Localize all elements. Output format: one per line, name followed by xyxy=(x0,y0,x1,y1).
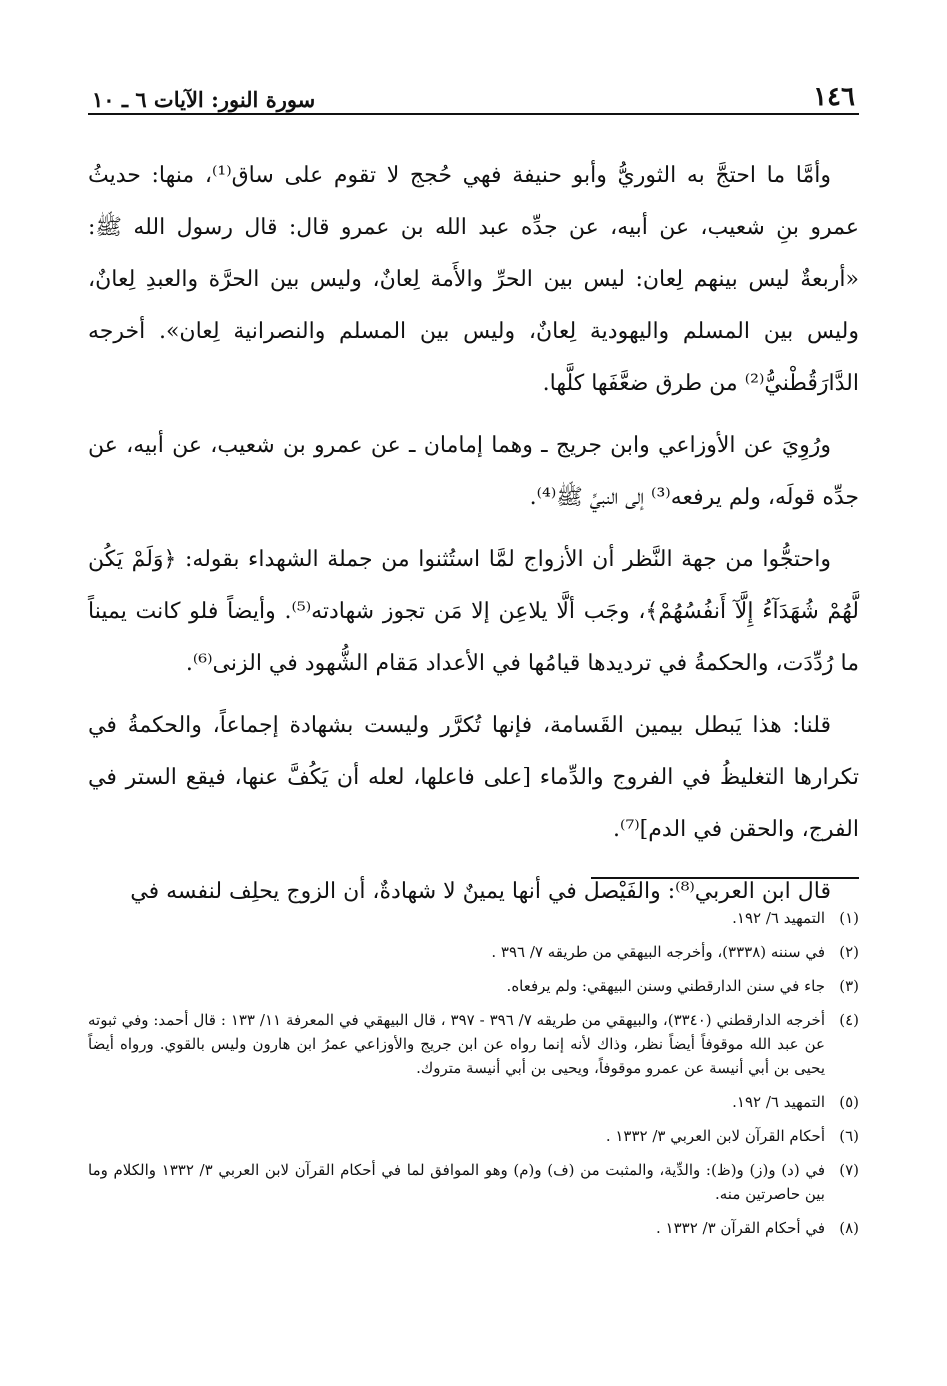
footnote-text: في أحكام القرآن ٣/ ١٣٣٢ . xyxy=(655,1219,825,1237)
footnote-number: (٥) xyxy=(839,1093,859,1111)
footnote-text: التمهيد ٦/ ١٩٢. xyxy=(732,1093,825,1111)
footnote-number: (٣) xyxy=(839,977,859,995)
footnote-text: في سننه (٣٣٣٨)، وأخرجه البيهقي من طريقه ٧/ ٣٩٦ . xyxy=(491,943,825,961)
footnote-text: التمهيد ٦/ ١٩٢. xyxy=(732,909,825,927)
footnote-number: (٢) xyxy=(839,943,859,961)
paragraph: قلنا: هذا يَبطل بيمين القَسامة، فإنها تُكرَّر وليست بشهادة إجماعاً، والحكمةُ في تكرارها التغليظُ في الفروج والدِّماء [على فاعلها، لعله أن يَكُفَّ عنها، فيقع الستر في الفرج، والحقن في الدم]⁽⁷⁾. xyxy=(88,713,859,842)
footnote xyxy=(88,1158,859,1206)
footnote xyxy=(88,1216,859,1240)
page-number: ١٤٦ xyxy=(813,82,855,112)
paragraph: وأمَّا ما احتجَّ به الثوريُّ وأبو حنيفة فهي حُجج لا تقوم على ساق⁽¹⁾، منها: حديثُ عمرو بنِ شعيب، عن أبيه، عن جدِّه عبد الله بن عمرو قال: قال رسول الله ﷺ: «أربعةٌ ليس بينهم لِعان: ليس بين الحرِّ والأَمة لِعانٌ، وليس بين الحرَّة والعبدِ لِعانٌ، وليس بين المسلم واليهودية لِعانٌ، وليس بين المسلم والنصرانية لِعان». أخرجه الدَّارَقُطْنيُّ⁽²⁾ من طرق ضعَّفَها كلَّها. xyxy=(88,163,859,396)
main-text xyxy=(88,150,859,928)
footnote-number: (٧) xyxy=(839,1161,859,1179)
footnote xyxy=(88,1008,859,1080)
footnote xyxy=(88,906,859,930)
running-title: سورة النور: الآيات ٦ ـ ١٠ xyxy=(92,87,316,112)
header-divider xyxy=(88,113,859,115)
footnotes xyxy=(88,906,859,1250)
paragraph: قال ابن العربي⁽⁸⁾: والفَيْصل في أنها يمينٌ لا شهادةٌ، أن الزوج يحلِف لنفسه في xyxy=(130,879,831,904)
footnote-number: (٨) xyxy=(839,1219,859,1237)
footnote xyxy=(88,940,859,964)
paragraph: ورُوِيَ عن الأوزاعي وابن جريج ـ وهما إمامان ـ عن عمرو بن شعيب، عن أبيه، عن جدِّه قولَه، ولم يرفعه⁽³⁾ إلى النبيِّ ﷺ⁽⁴⁾. xyxy=(88,433,859,510)
footnote-divider xyxy=(591,877,859,879)
footnote xyxy=(88,1124,859,1148)
footnote-text: أحكام القرآن لابن العربي ٣/ ١٣٣٢ . xyxy=(605,1127,825,1145)
footnote-number: (١) xyxy=(839,909,859,927)
page-header xyxy=(92,72,855,112)
paragraph: واحتجُّوا من جهة النَّظر أن الأزواج لمَّا استُثنوا من جملة الشهداء بقوله: ﴿وَلَمْ يَكُن لَّهُمْ شُهَدَآءُ إِلَّآ أَنفُسُهُمْ﴾، وجَب ألَّا يلاعِن إلا مَن تجوز شهادته⁽⁵⁾. وأيضاً فلو كانت يميناً ما رُدِّدَت، والحكمةُ في ترديدها قيامُها في الأعداد مَقام الشُّهود في الزنى⁽⁶⁾. xyxy=(88,547,859,676)
footnote xyxy=(88,1090,859,1114)
footnote-text: أخرجه الدارقطني (٣٣٤٠)، والبيهقي من طريقه ٧/ ٣٩٦ - ٣٩٧ ، قال البيهقي في المعرفة ١١/ ١٣٣ : قال أحمد: وفي ثبوته عن عبد الله موقوفاً أيضاً نظر، وذاك لأنه إنما رواه عن ابن جريج والأوزاعي عمرُ ابن هارون وليس بالقوي. ورواه أيضاً يحيى بن أبي أنيسة عن عمرو موقوفاً، ويحيى بن أبي أنيسة متروك. xyxy=(88,1011,825,1077)
footnote xyxy=(88,974,859,998)
footnote-number: (٦) xyxy=(839,1127,859,1145)
footnote-text: في (د) و(ز) و(ظ): والدِّية، والمثبت من (ف) و(م) وهو الموافق لما في أحكام القرآن لابن العربي ٣/ ١٣٣٢ والكلام وما بين حاصرتين منه. xyxy=(88,1161,825,1203)
footnote-number: (٤) xyxy=(839,1011,859,1029)
footnote-text: جاء في سنن الدارقطني وسنن البيهقي: ولم يرفعاه. xyxy=(506,977,825,995)
